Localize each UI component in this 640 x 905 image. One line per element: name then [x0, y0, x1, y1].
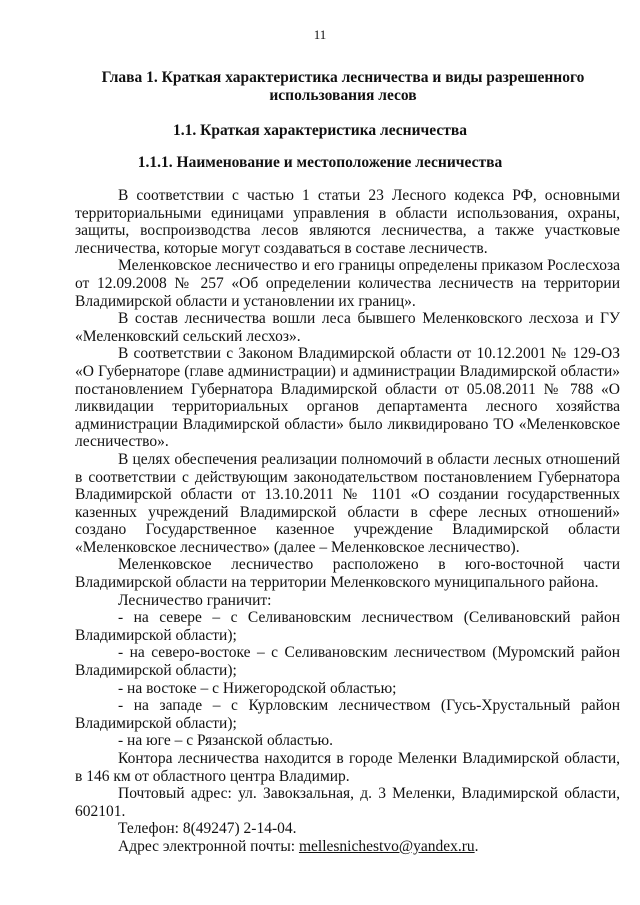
- border-west: - на западе – с Курловским лесничеством (Гусь-Хрустальный район Владимирской области);: [75, 697, 620, 732]
- border-south: - на юге – с Рязанской областью.: [118, 732, 333, 750]
- chapter-title: Глава 1. Краткая характеристика лесничества и виды разрешенного использования лесов: [101, 69, 585, 104]
- email-label: Адрес электронной почты:: [118, 837, 299, 855]
- border-east: - на востоке – с Нижегородской областью;: [118, 679, 397, 697]
- email-end: .: [474, 837, 479, 855]
- email-link[interactable]: mellesnichestvo@yandex.ru: [298, 837, 475, 855]
- paragraph-borders-order: Меленковское лесничество и его границы определены приказом Рослесхоза от 12.09.2008 № 257 «Об определении количества лесничеств на территории Владимирской области и установлении их границ».: [75, 257, 620, 310]
- paragraph-liquidation: В соответствии с Законом Владимирской области от 10.12.2001 № 129-ОЗ «О Губернаторе (главе администрации) и администрации Владимирской области» постановлением Губернатора Владимирской области от 05.08.2011 № 788 «О ликвидации территориальных органов департамента лесного хозяйства администрации Владимирской области» было ликвидировано ТО «Меленковское лесничество».: [75, 345, 620, 451]
- paragraph-establishment: В целях обеспечения реализации полномочий в области лесных отношений в соответствии с действующим законодательством постановлением Губернатора Владимирской области от 13.10.2011 № 1101 «О создании государственных казенных учреждений Владимирской области в сфере лесных отношений» создано Государственное казенное учреждение Владимирской области «Меленковское лесничество» (далее – Меленковское лесничество).: [75, 450, 620, 556]
- paragraph-composition: В состав лесничества вошли леса бывшего Меленковского лесхоза и ГУ «Меленковский сельский лесхоз».: [75, 310, 620, 345]
- section-title: 1.1. Краткая характеристика лесничества: [173, 122, 467, 139]
- email-line: [75, 838, 620, 856]
- paragraph-location: Меленковское лесничество расположено в юго-восточной части Владимирской области на территории Меленковского муниципального района.: [75, 556, 620, 592]
- paragraph-borders-intro: Лесничество граничит:: [118, 591, 272, 609]
- phone-number: Телефон: 8(49247) 2-14-04.: [118, 820, 297, 838]
- subsection-title: 1.1.1. Наименование и местоположение лесничества: [137, 154, 503, 171]
- postal-address: Почтовый адрес: ул. Завокзальная, д. 3 Меленки, Владимирской области, 602101.: [75, 785, 620, 820]
- paragraph-office: Контора лесничества находится в городе Меленки Владимирской области, в 146 км от областного центра Владимир.: [75, 750, 620, 785]
- border-northeast: - на северо-востоке – с Селивановским лесничеством (Муромский район Владимирской области);: [75, 644, 620, 680]
- body-text: [75, 187, 620, 856]
- page-number: 11: [313, 27, 327, 42]
- paragraph-legal-basis: В соответствии с частью 1 статьи 23 Лесного кодекса РФ, основными территориальными единицами управления в области использования, охраны, защиты, воспроизводства лесов являются лесничества, а также участковые лесничества, которые могут создаваться в составе лесничеств.: [75, 187, 620, 257]
- border-north: - на севере – с Селивановским лесничеством (Селивановский район Владимирской области);: [75, 609, 620, 644]
